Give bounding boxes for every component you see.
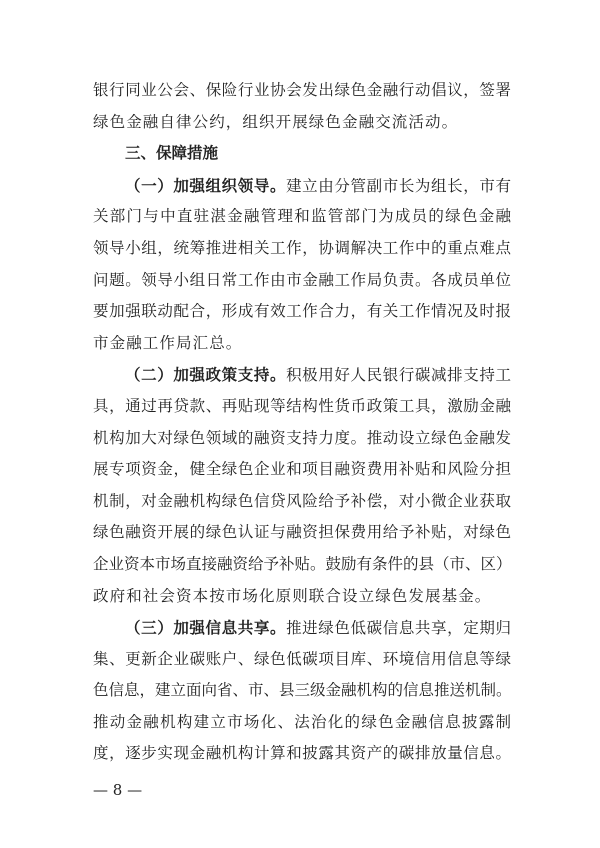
text-line <box>93 201 511 233</box>
text-line <box>93 265 511 297</box>
line-text: 关部门与中直驻湛金融管理和监管部门为成员的绿色金融 <box>93 207 511 226</box>
page-number: — 8 — <box>93 781 143 799</box>
line-text: 银行同业公会、保险行业协会发出绿色金融行动倡议，签署 <box>93 81 511 99</box>
line-text: 机制，对金融机构绿色信贷风险给予补偿，对小微企业获取 <box>93 491 511 510</box>
subsection-title: （二）加强政策支持。 <box>125 365 287 385</box>
line-text: 政府和社会资本按市场化原则联合设立绿色发展基金。 <box>93 586 492 605</box>
line-text: 具，通过再贷款、再贴现等结构性货币政策工具，激励金融 <box>93 396 511 415</box>
subsection-title: （一）加强组织领导。 <box>125 175 287 195</box>
text-line <box>93 233 511 265</box>
line-text: 绿色金融自律公约，组织开展绿色金融交流活动。 <box>93 112 459 131</box>
line-text: 展专项资金，健全绿色企业和项目融资费用补贴和风险分担 <box>93 460 511 479</box>
text-line <box>93 517 511 549</box>
subsection-title: （三）加强信息共享。 <box>125 618 287 638</box>
text-line <box>93 675 511 707</box>
section-heading: 三、保障措施 <box>125 144 219 163</box>
line-text: 机构加大对绿色领域的融资支持力度。推动设立绿色金融发 <box>93 428 511 447</box>
line-text: 绿色融资开展的绿色认证与融资担保费用给予补贴，对绿色 <box>93 523 511 542</box>
text-line <box>93 549 511 581</box>
line-text: 推进绿色低碳信息共享，定期归 <box>286 619 511 638</box>
text-line <box>93 359 511 391</box>
text-line <box>93 107 511 139</box>
line-text: 市金融工作局汇总。 <box>93 333 243 352</box>
text-line <box>93 75 511 107</box>
line-text: 问题。领导小组日常工作由市金融工作局负责。各成员单位 <box>93 270 511 289</box>
text-line <box>93 486 511 518</box>
text-line <box>93 170 511 202</box>
text-line <box>93 423 511 455</box>
text-line <box>93 738 511 770</box>
document-body <box>93 75 511 770</box>
text-line <box>93 612 511 644</box>
line-text: 推动金融机构建立市场化、法治化的绿色金融信息披露制 <box>93 712 511 731</box>
text-line <box>93 581 511 613</box>
line-text: 领导小组，统筹推进相关工作，协调解决工作中的重点难点 <box>93 238 511 257</box>
line-text: 积极用好人民银行碳减排支持工 <box>286 366 511 385</box>
line-text: 色信息，建立面向省、市、县三级金融机构的信息推送机制。 <box>93 681 512 700</box>
line-text: 建立由分管副市长为组长，市有 <box>286 176 511 195</box>
text-line <box>93 644 511 676</box>
text-line <box>93 391 511 423</box>
text-line <box>93 328 511 360</box>
text-line <box>93 454 511 486</box>
text-line <box>93 707 511 739</box>
line-text: 要加强联动配合，形成有效工作合力，有关工作情况及时报 <box>93 302 511 321</box>
text-line <box>93 296 511 328</box>
line-text: 企业资本市场直接融资给予补贴。鼓励有条件的县（市、区） <box>93 554 512 573</box>
line-text: 集、更新企业碳账户、绿色低碳项目库、环境信用信息等绿 <box>93 649 511 668</box>
line-text: 度，逐步实现金融机构计算和披露其资产的碳排放量信息。 <box>93 744 511 763</box>
